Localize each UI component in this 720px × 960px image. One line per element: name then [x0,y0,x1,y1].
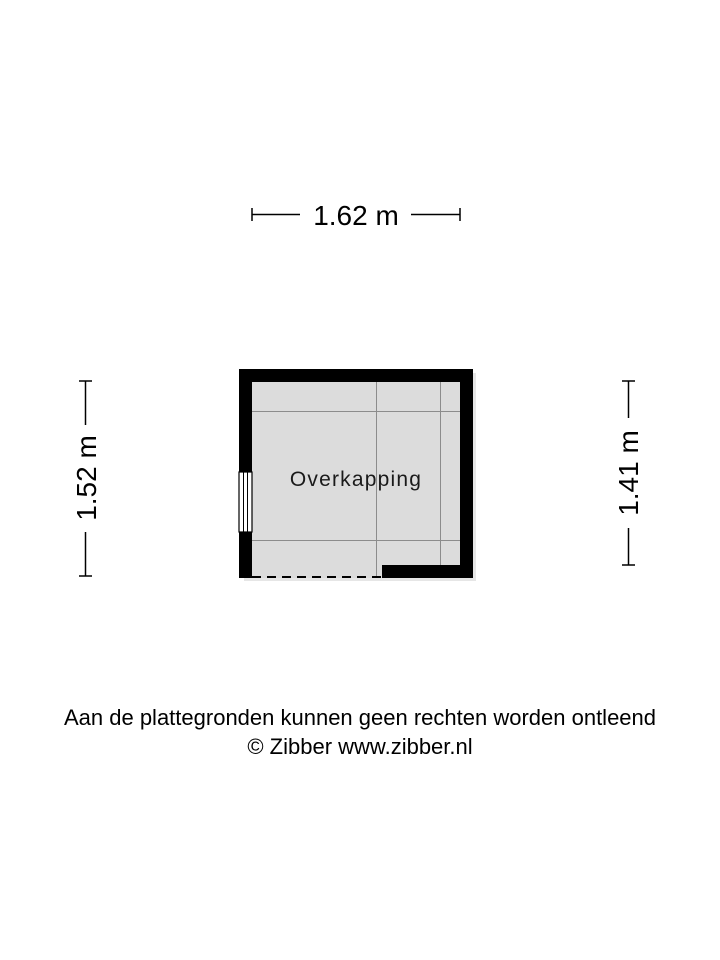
room-overkapping [239,369,476,581]
disclaimer-text: Aan de plattegronden kunnen geen rechten worden ontleend [63,705,657,730]
wall-left-upper [239,369,252,472]
wall-top [239,369,473,382]
copyright-text: © Zibber www.zibber.nl [247,734,473,759]
dimension-right-label: 1.41 m [613,430,644,516]
dimension-left [71,381,102,576]
wall-left-lower [239,532,252,578]
wall-bottom-right [382,565,473,578]
window-left [239,472,252,532]
dimension-right [613,381,644,565]
room-label: Overkapping [289,468,423,491]
dimension-left-label: 1.52 m [71,435,102,521]
dimension-top [252,200,460,231]
dimension-top-label: 1.62 m [313,200,399,231]
wall-right [460,369,473,578]
